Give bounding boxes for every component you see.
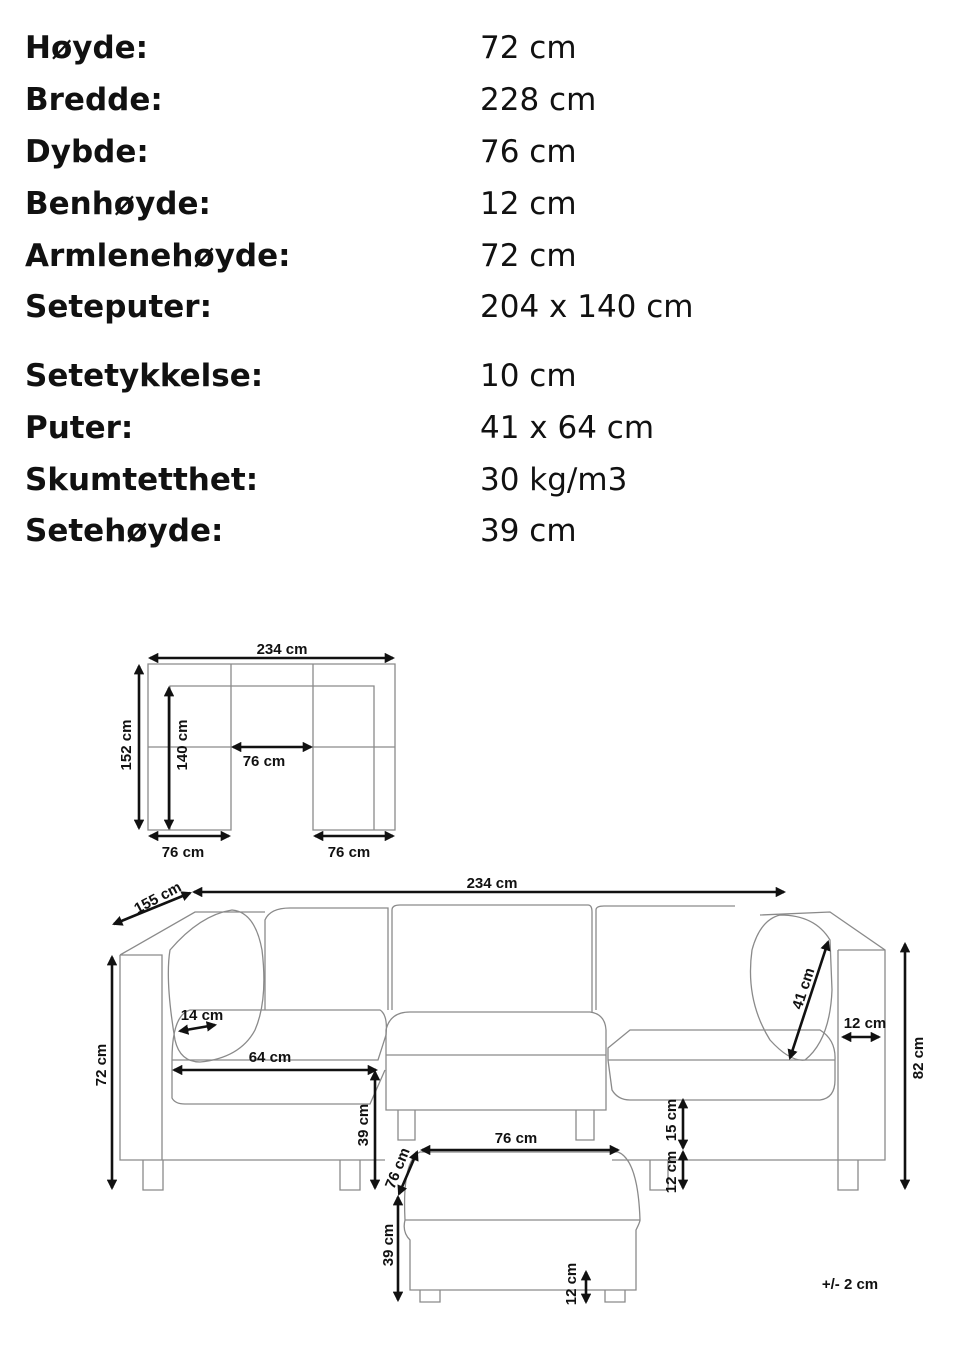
spec-value: 12 cm	[480, 186, 577, 222]
sofa-drawing	[93, 875, 927, 1305]
sofa-width-label: 234 cm	[466, 875, 518, 892]
plan-left-leg-label: 76 cm	[161, 844, 205, 861]
sofa-depth-label: 155 cm	[131, 878, 185, 918]
plan-depth-label: 152 cm	[118, 719, 135, 771]
ottoman-leg-height-label: 12 cm	[563, 1262, 580, 1306]
spec-value: 72 cm	[480, 238, 577, 274]
spec-label: Høyde:	[25, 30, 149, 66]
sofa-height-label: 72 cm	[93, 1043, 110, 1087]
spec-label: Puter:	[25, 410, 134, 446]
seat-depth-label: 64 cm	[248, 1049, 292, 1066]
leg-height-label: 12 cm	[663, 1150, 680, 1194]
back-height-label: 82 cm	[910, 1036, 927, 1080]
plan-gap-label: 76 cm	[242, 753, 286, 770]
spec-label: Seteputer:	[25, 289, 212, 325]
spec-label: Armlenehøyde:	[25, 238, 291, 274]
pillow-size-label: 41 cm	[789, 965, 819, 1012]
spec-label: Bredde:	[25, 82, 163, 118]
plan-right-leg-label: 76 cm	[327, 844, 371, 861]
spec-label: Benhøyde:	[25, 186, 211, 222]
pillow-thickness-label: 14 cm	[180, 1007, 224, 1024]
spec-value: 72 cm	[480, 30, 577, 66]
ottoman-width-label: 76 cm	[494, 1130, 538, 1147]
tolerance-note: +/- 2 cm	[821, 1276, 879, 1293]
base-height-label: 15 cm	[663, 1098, 680, 1142]
spec-value: 30 kg/m3	[480, 462, 628, 498]
spec-value: 10 cm	[480, 358, 577, 394]
ottoman-depth-label: 76 cm	[381, 1145, 414, 1192]
spec-label: Setehøyde:	[25, 513, 224, 549]
spec-label: Setetykkelse:	[25, 358, 264, 394]
pillow-thickness-arrow	[180, 1025, 215, 1031]
plan-width-label: 234 cm	[256, 641, 308, 658]
arm-width-label: 12 cm	[843, 1015, 887, 1032]
spec-value: 41 x 64 cm	[480, 410, 655, 446]
seat-height-label: 39 cm	[355, 1103, 372, 1147]
spec-value: 204 x 140 cm	[480, 289, 694, 325]
spec-value: 39 cm	[480, 513, 577, 549]
spec-label: Skumtetthet:	[25, 462, 259, 498]
spec-value: 76 cm	[480, 134, 577, 170]
ottoman-height-label: 39 cm	[380, 1223, 397, 1267]
plan-view	[118, 641, 395, 861]
spec-value: 228 cm	[480, 82, 597, 118]
spec-label: Dybde:	[25, 134, 149, 170]
plan-inner-depth-label: 140 cm	[174, 719, 191, 771]
